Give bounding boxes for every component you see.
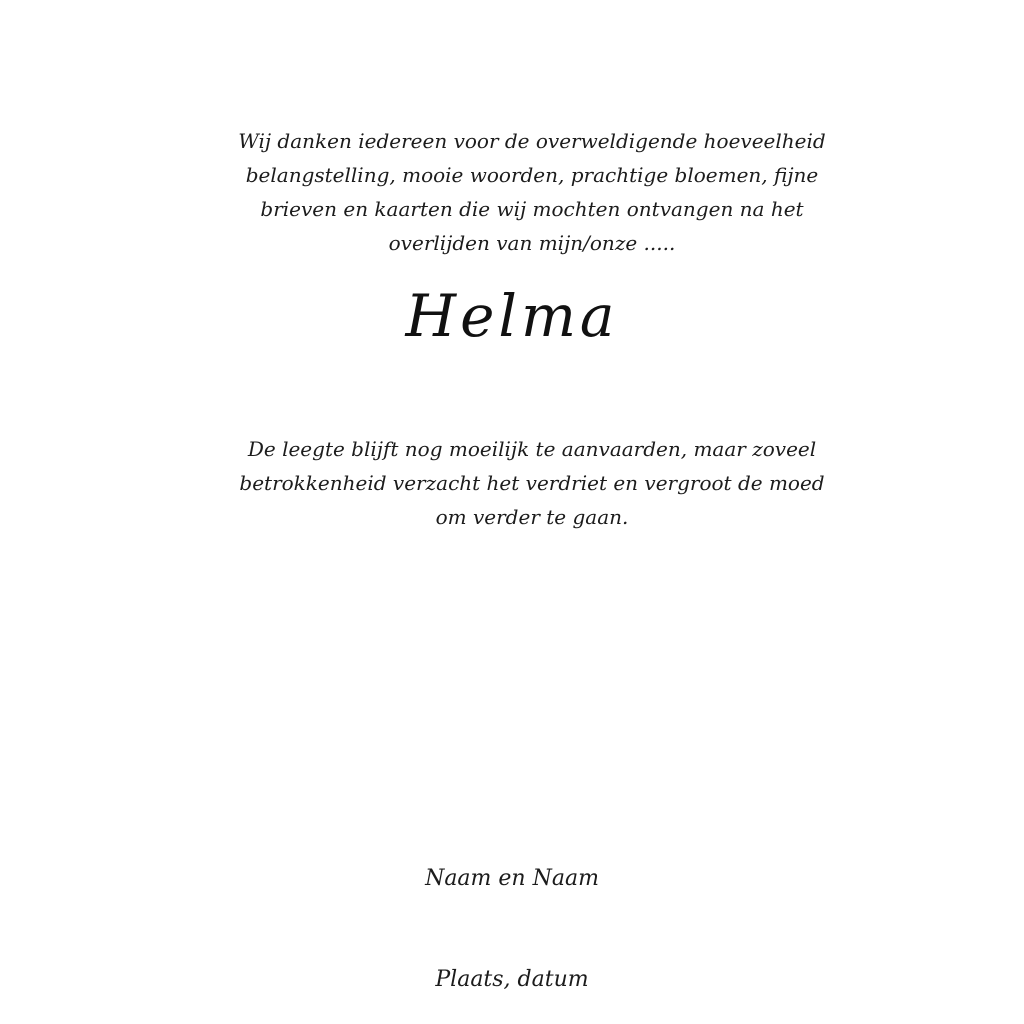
deceased-name: Helma	[405, 282, 619, 350]
closing-paragraph: De leegte blijft nog moeilijk te aanvaarden, maar zoveel betrokkenheid verzacht het verdriet en vergroot de moed om verder te gaan.	[239, 437, 825, 529]
intro-paragraph: Wij danken iedereen voor de overweldigende hoeveelheid belangstelling, mooie woorden, prachtige bloemen, fijne brieven en kaarten die wij mochten ontvangen na het overlijden van mijn/onze .....	[238, 129, 826, 255]
signature-names: Naam en Naam	[425, 866, 599, 891]
place-and-date: Plaats, datum	[435, 967, 589, 992]
